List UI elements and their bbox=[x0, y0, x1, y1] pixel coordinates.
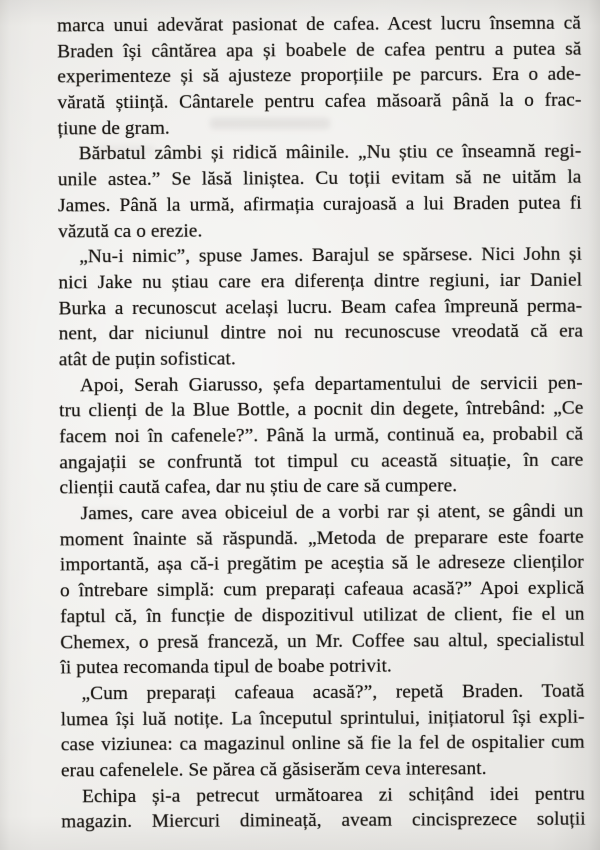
text-line-content: văzută ca o erezie. bbox=[58, 220, 203, 242]
text-line bbox=[60, 524, 584, 552]
text-line-content: „Cum preparați cafeaua acasă?”, repetă Braden. Toată bbox=[81, 680, 585, 705]
text-line-content: „Nu-i nimic”, spuse James. Barajul se spărsese. Nici John și bbox=[79, 243, 583, 268]
text-line-content: vărată știință. Cântarele pentru cafea măsoară până la o frac- bbox=[57, 89, 582, 114]
text-line-content: țiune de gram. bbox=[57, 117, 170, 140]
text-line bbox=[60, 653, 584, 681]
text-line bbox=[59, 345, 583, 373]
text-line-content: Braden își cântărea apa și boabele de cafea pentru a putea să bbox=[57, 38, 582, 63]
text-line-content: facem noi în cafenele?”. Până la urmă, continuă ea, probabil că bbox=[59, 423, 584, 448]
text-line bbox=[57, 62, 581, 90]
text-line bbox=[58, 242, 582, 270]
text-line bbox=[61, 730, 585, 758]
text-line-content: nici Jake nu știau care era diferența dintre regiuni, iar Daniel bbox=[58, 269, 583, 294]
text-line bbox=[59, 447, 583, 475]
text-line-content: clienții caută cafea, dar nu știu de care să cumpere. bbox=[59, 475, 458, 499]
text-line-content: experimenteze și să ajusteze proporțiile pe parcurs. Era o ade- bbox=[57, 64, 582, 88]
text-line bbox=[57, 11, 581, 39]
text-line bbox=[60, 601, 584, 629]
text-line bbox=[59, 422, 583, 450]
text-line-content: tru clienți de la Blue Bottle, a pocnit din degete, întrebând: „Ce bbox=[59, 397, 584, 422]
text-line-content: angajații se confruntă tot timpul cu această situație, în care bbox=[59, 449, 584, 474]
text-line bbox=[61, 704, 585, 732]
text-line-content: Apoi, Serah Giarusso, șefa departamentului de servicii pen- bbox=[79, 372, 583, 396]
text-line-content: moment înainte să răspundă. „Metoda de preparare este foarte bbox=[59, 526, 584, 551]
text-line-content: James. Până la urmă, afirmația curajoasă a lui Braden putea fi bbox=[57, 192, 582, 217]
text-line-content: erau cafenelele. Se părea că găsiserăm ceva interesant. bbox=[60, 758, 487, 782]
text-line bbox=[58, 267, 582, 295]
text-line-content: Chemex, o presă franceză, un Mr. Coffee sau altul, specialistul bbox=[60, 629, 585, 653]
text-line-content: Echipa și-a petrecut următoarea zi schițând idei pentru bbox=[82, 783, 585, 807]
text-line bbox=[61, 756, 585, 784]
text-line-content: atât de puțin sofisticat. bbox=[58, 348, 236, 371]
text-line-content: James, care avea obiceiul de a vorbi rar și atent, se gândi un bbox=[80, 500, 584, 525]
text-line bbox=[60, 576, 584, 604]
text-line bbox=[60, 499, 584, 527]
text-line bbox=[59, 319, 583, 347]
text-line bbox=[58, 293, 582, 321]
text-line bbox=[61, 781, 585, 809]
text-line-content: importantă, așa că-i pregătim pe aceștia să le adreseze clienților bbox=[59, 552, 584, 576]
text-line-content: unile astea.” Se lăsă liniștea. Cu toții evitam să ne uităm la bbox=[57, 166, 582, 191]
text-line bbox=[57, 36, 581, 64]
text-line-content: nent, dar niciunul dintre noi nu recunoscuse vreodată că era bbox=[58, 320, 584, 345]
text-line-content: magazin. Miercuri dimineață, aveam cincisprezece soluții bbox=[61, 808, 586, 833]
text-line-content: Burka a recunoscut același lucru. Beam cafea împreună perma- bbox=[58, 295, 583, 319]
text-line bbox=[58, 139, 582, 167]
text-line bbox=[60, 550, 584, 578]
text-line bbox=[58, 165, 582, 193]
text-line-content: Bărbatul zâmbi și ridică mâinile. „Nu știu ce înseamnă regi- bbox=[78, 141, 582, 165]
text-line bbox=[58, 190, 582, 218]
text-line bbox=[57, 88, 581, 116]
text-line bbox=[61, 807, 585, 835]
text-line-content: case viziunea: ca magazinul online să fie la fel de ospitalier cum bbox=[60, 731, 585, 756]
text-line bbox=[59, 396, 583, 424]
text-line bbox=[60, 627, 584, 655]
page-text-block bbox=[57, 11, 585, 836]
text-line-content: marca unui adevărat pasionat de cafea. Acest lucru însemna că bbox=[57, 12, 582, 37]
text-line bbox=[61, 678, 585, 706]
text-line-content: faptul că, în funcție de dispozitivul utilizat de client, fie el un bbox=[60, 603, 585, 628]
text-line bbox=[58, 216, 582, 244]
text-line-content: îi putea recomanda tipul de boabe potrivit. bbox=[60, 655, 392, 679]
text-line bbox=[58, 113, 582, 141]
text-line-content: lumea își luă notițe. La începutul sprintului, inițiatorul își expli- bbox=[60, 706, 585, 730]
text-line bbox=[59, 473, 583, 501]
text-line bbox=[59, 370, 583, 398]
text-line-content: o întrebare simplă: cum preparați cafeaua acasă?” Apoi explică bbox=[59, 577, 585, 602]
